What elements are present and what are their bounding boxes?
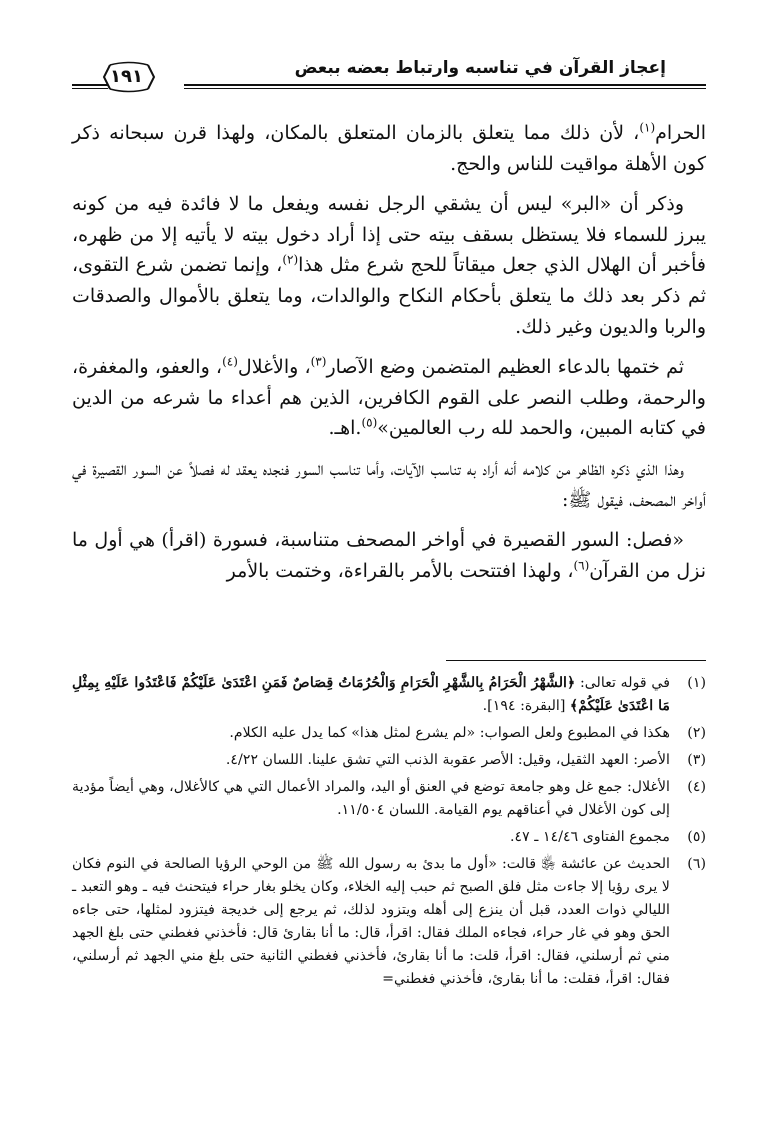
footnote-number: (٢) [687, 725, 706, 741]
footnote-4 [72, 776, 706, 822]
paragraph-4: وهذا الذي ذكره الظاهر من كلامه أنه أراد به تناسب الآيات، وأما تناسب السور فنجده يعقد له فصلاً عن السور القصيرة في أواخر المصحف، فيقول ﷺ: [72, 457, 706, 511]
footnote-text: في قوله تعالى: ﴿الشَّهْرُ الْحَرَامُ بِالشَّهْرِ الْحَرَامِ وَالْحُرُمَاتُ قِصَاصٌ فَمَنِ اعْتَدَىٰ عَلَيْكُمْ فَاعْتَدُوا عَلَيْهِ بِمِثْلِ مَا اعْتَدَىٰ عَلَيْكُمْ﴾ [البقرة: ١٩٤]. [72, 675, 670, 714]
paragraph-5: «فصل: السور القصيرة في أواخر المصحف متناسبة، فسورة (اقرأ) هي أول ما نزل من القرآن$^{(٦)}$، ولهذا افتتحت بالأمر بالقراءة، وختمت بالأمر [72, 529, 706, 582]
main-text [72, 118, 706, 596]
paragraph-1: الحرام$^{(١)}$، لأن ذلك مما يتعلق بالزمان المتعلق بالمكان، ولهذا قرن سبحانه ذكر كون الأهلة مواقيت للناس والحج. [72, 120, 706, 175]
footnote-ref-2[interactable]: (٢) [282, 253, 299, 268]
paragraph-2: وذكر أن «البر» ليس أن يشقي الرجل نفسه ويفعل ما لا فائدة فيه من كونه يبرز للسماء فلا يستظل بسقف بيته حتى إذا أراد دخول بيته لا يأتيه إلا من ظهره، فأخبر أن الهلال الذي جعل ميقاتاً للحج شرع مثل هذا$^{(٢)}$، وإنما تضمن شرع التقوى، ثم ذكر بعد ذلك ما يتعلق بأحكام النكاح والوالدات، وما يتعلق بالأموال والصدقات والربا والديون وغير ذلك. [72, 193, 706, 338]
footnote-text: الأغلال: جمع غل وهو جامعة توضع في العنق أو اليد، والمراد الأعمال التي هي كالأغلال، وهي أيضاً مؤدية إلى كون الأغلال في أعناقهم يوم القيامة. اللسان ١١/٥٠٤. [72, 779, 670, 818]
page-number: ١٩١ [110, 66, 143, 87]
footnote-3 [72, 749, 706, 772]
footnote-text: هكذا في المطبوع ولعل الصواب: «لم يشرع لمثل هذا» كما يدل عليه الكلام. [229, 725, 670, 741]
footnote-ref-3[interactable]: (٣) [310, 354, 327, 369]
footnote-ref-5[interactable]: (٥) [361, 416, 378, 431]
footnote-text: الأصر: العهد الثقيل، وقيل: الأصر عقوبة الذنب التي تشق علينا. اللسان ٤/٢٢. [225, 752, 670, 768]
running-title: إعجاز القرآن في تناسبه وارتباط بعضه ببعض [294, 58, 666, 78]
paragraph-3: ثم ختمها بالدعاء العظيم المتضمن وضع الآصار$^{(٣)}$، والأغلال$^{(٤)}$، والعفو، والمغفرة، والرحمة، وطلب النصر على القوم الكافرين، الذين هم أعداء ما شرعه من الدين في كتابه المبين، والحمد لله رب العالمين»$^{(٥)}$.اهـ. [72, 354, 706, 440]
footnote-6 [72, 853, 706, 991]
footnote-number: (١) [687, 675, 706, 691]
footnote-number: (٦) [687, 856, 706, 872]
footnote-ref-1[interactable]: (١) [639, 120, 656, 135]
footnote-5 [72, 826, 706, 849]
header-rule-right [184, 84, 706, 89]
footnote-separator [446, 660, 706, 661]
footnote-number: (٣) [687, 752, 706, 768]
footnote-text: مجموع الفتاوى ١٤/٤٦ ـ ٤٧. [510, 829, 670, 845]
footnote-number: (٥) [687, 829, 706, 845]
footnote-1 [72, 672, 706, 718]
footnote-text: الحديث عن عائشة ﵂ قالت: «أول ما بدئ به رسول الله ﷺ من الوحي الرؤيا الصالحة في النوم فكان لا يرى رؤيا إلا جاءت مثل فلق الصبح ثم حبب إليه الخلاء، وكان يخلو بغار حراء فيتحنث فيه ـ وهو التعبد ـ الليالي ذوات العدد، قبل أن ينزع إلى أهله ويتزود لذلك، ثم يرجع إلى خديجة فيتزود لمثلها، حتى جاءه الحق وهو في غار حراء، فجاءه الملك فقال: اقرأ، قال: ما أنا بقارئ قال: فأخذني فغطني حتى بلغ الجهد مني ثم أرسلني، فقال: اقرأ، قلت: ما أنا بقارئ، فأخذني فغطني الثانية حتى بلغ مني الجهد ثم أرسلني، فقال: اقرأ، فقلت: ما أنا بقارئ، فأخذني فغطني= [72, 856, 670, 987]
quran-verse: ﴿الشَّهْرُ الْحَرَامُ بِالشَّهْرِ الْحَرَامِ وَالْحُرُمَاتُ قِصَاصٌ فَمَنِ اعْتَدَىٰ عَلَيْكُمْ فَاعْتَدُوا عَلَيْهِ بِمِثْلِ مَا اعْتَدَىٰ عَلَيْكُمْ﴾ [72, 675, 670, 714]
footnote-ref-4[interactable]: (٤) [222, 354, 238, 369]
footnote-number: (٤) [687, 779, 706, 795]
footnote-2 [72, 722, 706, 745]
footnotes [72, 672, 706, 995]
footnote-ref-6[interactable]: (٦) [573, 558, 590, 573]
